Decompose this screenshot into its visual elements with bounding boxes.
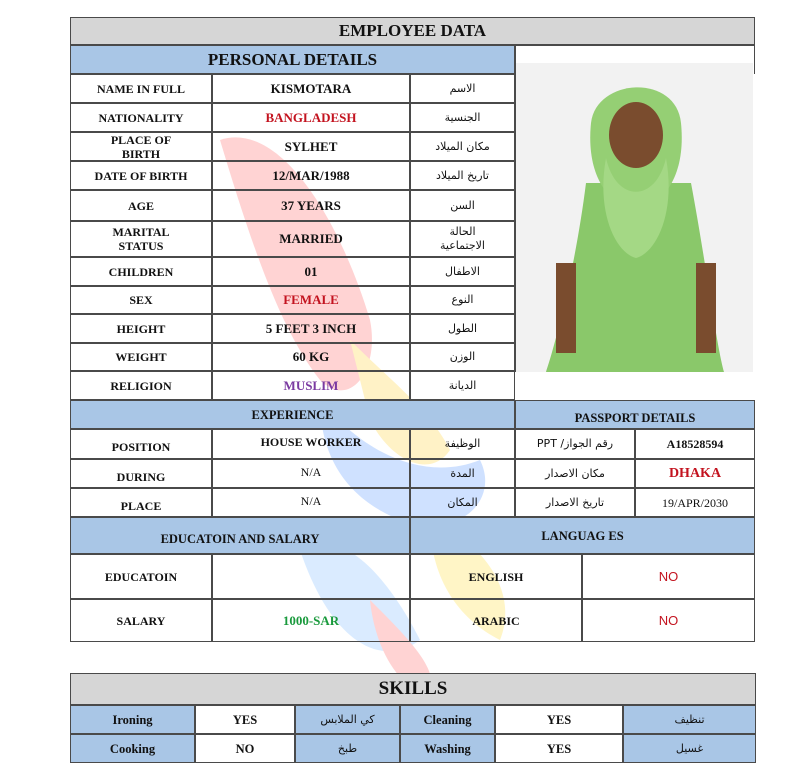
education-value: [212, 554, 410, 599]
personal-label: HEIGHT: [70, 314, 212, 343]
person-icon: [516, 63, 753, 372]
passport-details-heading: PASSPORT DETAILS: [515, 400, 755, 429]
personal-arabic-label: الوزن: [410, 343, 515, 371]
employee-photo: [515, 63, 753, 372]
personal-arabic-label: مكان الميلاد: [410, 132, 515, 161]
personal-arabic-label: الاسم: [410, 74, 515, 103]
skill-value: YES: [495, 734, 623, 763]
skill-name: Ironing: [70, 705, 195, 734]
personal-label: NAME IN FULL: [70, 74, 212, 103]
personal-value: BANGLADESH: [212, 103, 410, 132]
skill-name: Cleaning: [400, 705, 495, 734]
experience-value: N/A: [212, 488, 410, 517]
personal-value: 12/MAR/1988: [212, 161, 410, 190]
english-value: NO: [582, 554, 755, 599]
personal-value: FEMALE: [212, 286, 410, 314]
skill-arabic: طبخ: [295, 734, 400, 763]
personal-arabic-label: الطول: [410, 314, 515, 343]
skill-arabic: غسيل: [623, 734, 756, 763]
personal-label: CHILDREN: [70, 257, 212, 286]
personal-value: SYLHET: [212, 132, 410, 161]
personal-arabic-label: السن: [410, 190, 515, 221]
passport-value: A18528594: [635, 429, 755, 459]
personal-details-heading: PERSONAL DETAILS: [70, 45, 515, 74]
passport-value: DHAKA: [635, 459, 755, 488]
salary-value: 1000-SAR: [212, 599, 410, 642]
salary-label: SALARY: [70, 599, 212, 642]
skill-value: YES: [195, 705, 295, 734]
education-label: EDUCATOIN: [70, 554, 212, 599]
experience-arabic-label: المدة: [410, 459, 515, 488]
personal-value: MUSLIM: [212, 371, 410, 400]
english-label: ENGLISH: [410, 554, 582, 599]
education-salary-heading: EDUCATOIN AND SALARY: [70, 517, 410, 554]
skill-arabic: تنظيف: [623, 705, 756, 734]
personal-value: 60 KG: [212, 343, 410, 371]
experience-value: HOUSE WORKER: [212, 429, 410, 459]
skill-value: YES: [495, 705, 623, 734]
personal-label: NATIONALITY: [70, 103, 212, 132]
personal-label: WEIGHT: [70, 343, 212, 371]
languages-heading: LANGUAG ES: [410, 517, 755, 554]
skills-heading: SKILLS: [70, 673, 756, 705]
arabic-label: ARABIC: [410, 599, 582, 642]
passport-value: 19/APR/2030: [635, 488, 755, 517]
personal-arabic-label: الديانة: [410, 371, 515, 400]
personal-value: 01: [212, 257, 410, 286]
experience-arabic-label: المكان: [410, 488, 515, 517]
personal-label: AGE: [70, 190, 212, 221]
personal-label: SEX: [70, 286, 212, 314]
personal-label: PLACE OF BIRTH: [70, 132, 212, 161]
personal-arabic-label: النوع: [410, 286, 515, 314]
experience-label: POSITION: [70, 429, 212, 459]
skill-value: NO: [195, 734, 295, 763]
experience-label: PLACE: [70, 488, 212, 517]
personal-value: MARRIED: [212, 221, 410, 257]
skill-name: Washing: [400, 734, 495, 763]
personal-arabic-label: الجنسية: [410, 103, 515, 132]
experience-arabic-label: الوظيفة: [410, 429, 515, 459]
page-title: EMPLOYEE DATA: [70, 17, 755, 45]
personal-value: KISMOTARA: [212, 74, 410, 103]
experience-heading: EXPERIENCE: [70, 400, 515, 429]
arabic-value: NO: [582, 599, 755, 642]
personal-value: 5 FEET 3 INCH: [212, 314, 410, 343]
experience-label: DURING: [70, 459, 212, 488]
personal-arabic-label: الاطفال: [410, 257, 515, 286]
personal-label: RELIGION: [70, 371, 212, 400]
passport-label: PPT /رقم الجواز: [515, 429, 635, 459]
passport-label: تاريخ الاصدار: [515, 488, 635, 517]
personal-arabic-label: تاريخ الميلاد: [410, 161, 515, 190]
skill-arabic: كي الملابس: [295, 705, 400, 734]
passport-label: مكان الاصدار: [515, 459, 635, 488]
personal-arabic-label: الحالة الاجتماعية: [410, 221, 515, 257]
experience-value: N/A: [212, 459, 410, 488]
personal-label: DATE OF BIRTH: [70, 161, 212, 190]
skill-name: Cooking: [70, 734, 195, 763]
personal-label: MARITAL STATUS: [70, 221, 212, 257]
personal-value: 37 YEARS: [212, 190, 410, 221]
